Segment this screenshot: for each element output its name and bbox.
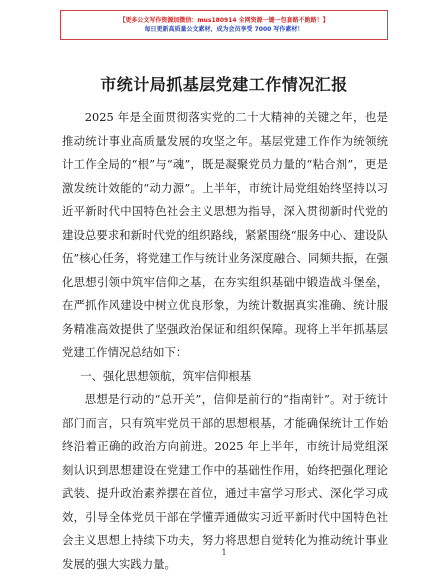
page-number: 1 [221, 548, 227, 557]
intro-paragraph: 2025 年是全面贯彻落实党的二十大精神的关键之年，也是推动统计事业高质量发展的攻坚之年。基层党建工作作为统领统计工作全局的“根”与“魂”，既是凝聚党员力量的“粘合剂”，更是激发统计效能的“动力源”。上半年，市统计局党组始终坚持以习近平新时代中国特色社会主义思想为指导，深入贯彻新时代党的建设总要求和新时代党的组织路线，紧紧围绕“服务中心、建设队伍”核心任务，将党建工作与统计业务深度融合、同频共振，在强化思想引领中筑牢信仰之基，在夯实组织基础中锻造战斗堡垒，在严抓作风建设中树立优良形象，为统计数据真实准确、统计服务精准高效提供了坚强政治保证和组织保障。现将上半年抓基层党建工作情况总结如下： [62, 110, 388, 359]
section-heading: 一、强化思想领航，筑牢信仰根基 [80, 368, 252, 383]
section-paragraph: 思想是行动的“总开关”，信仰是前行的“指南针”。对于统计部门而言，只有筑牢党员干部的思想根基，才能确保统计工作始终沿着正确的政治方向前进。2025 年上半年，市统计局党组深刻认识到思想建设在党建工作中的基础性作用，始终把强化理论武装、提升政治素养摆在首位，通过丰富学习形式、深化学习成效，引导全体党员干部在学懂弄通做实习近平新时代中国特色社会主义思想上持续下功夫，努力将思想自觉转化为推动统计事业发展的强大实践力量。 [62, 392, 388, 571]
promo-banner [60, 10, 388, 40]
document-title: 市统计局抓基层党建工作情况汇报 [100, 75, 348, 94]
promo-banner-line-1: 【更多公文写作资源加微信：mus180914 全网资源一键一包套路不跑路！】 [119, 17, 329, 24]
document-body [62, 106, 388, 576]
promo-banner-line-2: 每日更新高质量公文素材，成为会员享受 7000 写作素材！ [144, 26, 304, 33]
